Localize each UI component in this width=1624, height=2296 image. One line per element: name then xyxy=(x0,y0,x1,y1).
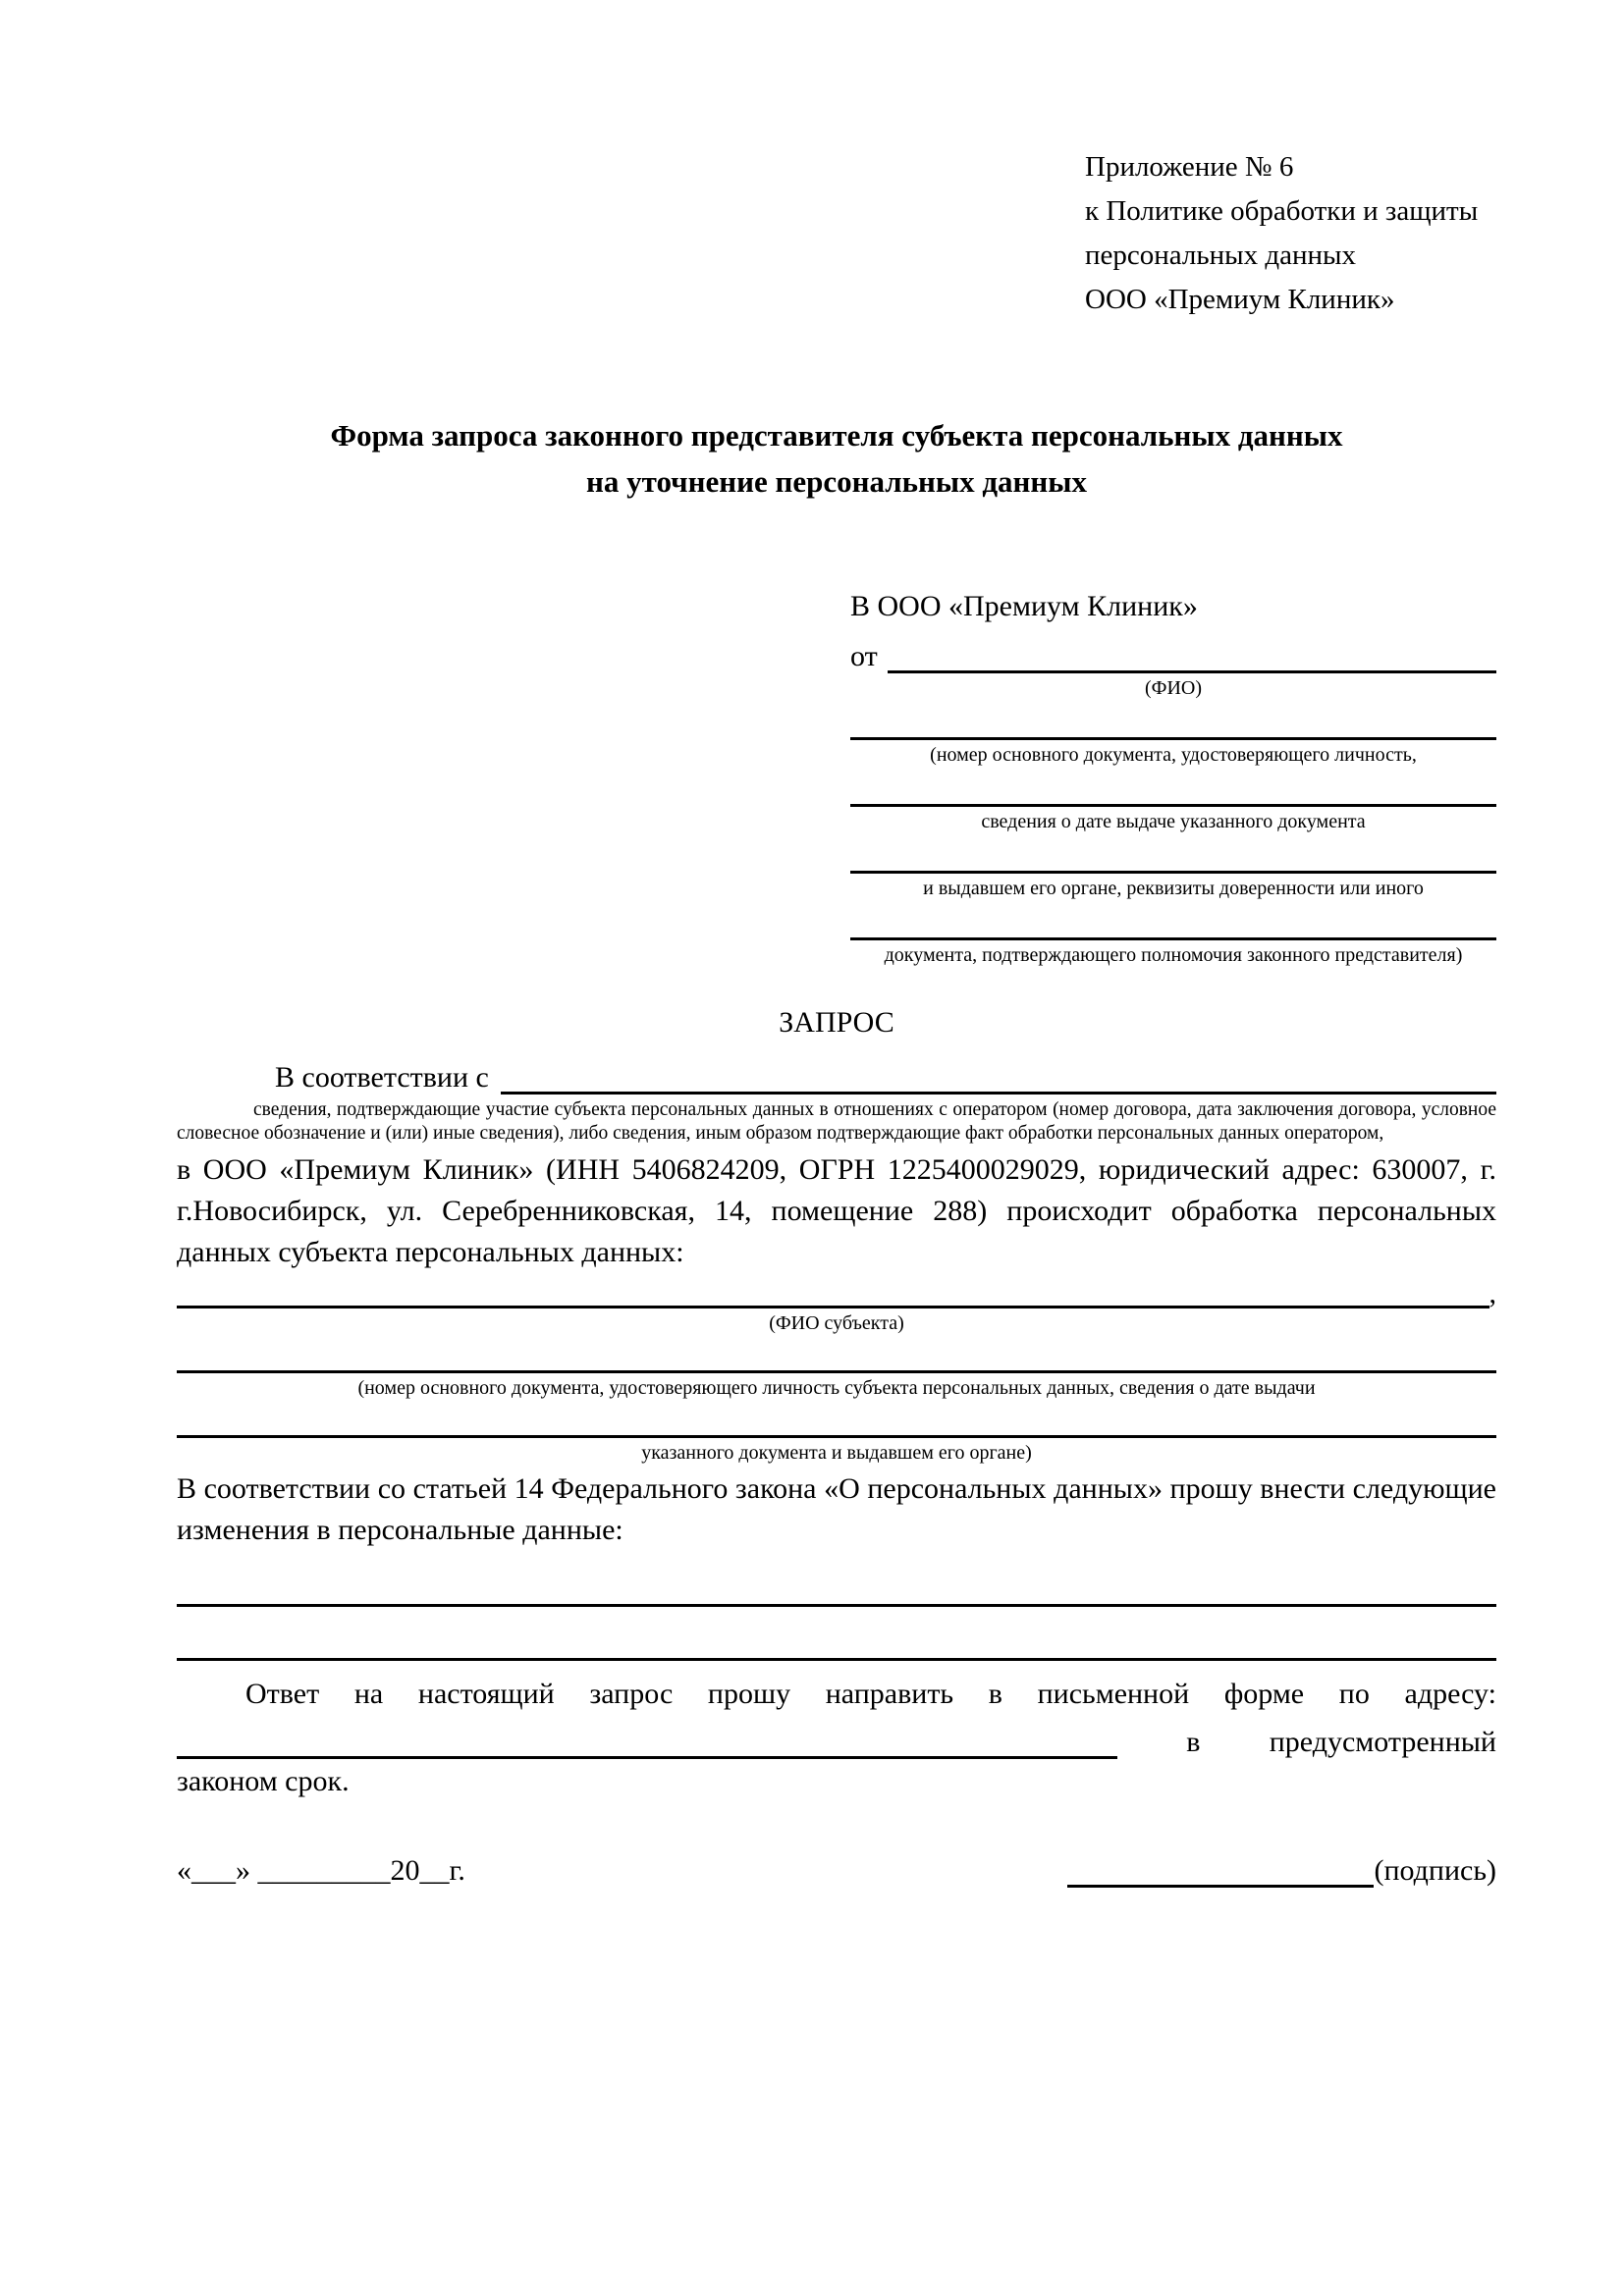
intro-row xyxy=(177,1051,1496,1095)
form-title xyxy=(177,412,1496,505)
article-paragraph: В соответствии со статьей 14 Федерального закона «О персональных данных» прошу внести следующие изменения в персональные данные: xyxy=(177,1472,1496,1546)
representative-name-fill-line xyxy=(888,670,1496,673)
request-heading: ЗАПРОС xyxy=(779,1006,894,1039)
form-title-line2: на уточнение персональных данных xyxy=(586,464,1087,499)
subject-fio-row xyxy=(177,1273,1496,1308)
signature-fill-line xyxy=(1067,1851,1374,1888)
signature-group xyxy=(1067,1851,1496,1888)
subject-fio-comma: , xyxy=(1489,1277,1496,1309)
representative-doc-caption-1: (номер основного документа, удостоверяющего личность, xyxy=(930,744,1417,766)
representative-doc-caption-3: и выдавшем его органе, реквизиты доверенности или иного xyxy=(923,878,1424,899)
operator-paragraph: в ООО «Премиум Клиник» (ИНН 5406824209, ОГРН 1225400029029, юридический адрес: 630007, г. г.Новосибирск, ул. Серебренниковская, 14, помещение 288) происходит обработка персональных данных субъекта персональных данных: xyxy=(177,1153,1496,1268)
reply-paragraph-line1: Ответ на настоящий запрос прошу направить в письменной форме по адресу: xyxy=(245,1678,1496,1710)
representative-doc-fill-line-4 xyxy=(850,900,1496,940)
subject-doc-fill-line-2 xyxy=(177,1400,1496,1438)
from-row xyxy=(850,628,1496,673)
reply-address-row xyxy=(177,1716,1496,1759)
basis-fill-line xyxy=(501,1092,1496,1095)
representative-doc-caption-4: документа, подтверждающего полномочия законного представителя) xyxy=(884,944,1463,966)
changes-fill-line-1 xyxy=(177,1561,1496,1607)
representative-doc-fill-line-3 xyxy=(850,833,1496,874)
intro-fine-print: сведения, подтверждающие участие субъекта персональных данных в отношениях с оператором (номер договора, дата заключения договора, условное словесное обозначение и (или) иные сведения), либо сведения, иным образом подтверждающие факт обработки персональных данных оператором, xyxy=(177,1099,1496,1144)
subject-fio-fill-line xyxy=(177,1306,1489,1308)
date-line: «___» _________20__г. xyxy=(177,1854,465,1887)
signature-caption: (подпись) xyxy=(1374,1854,1496,1887)
subject-fio-caption: (ФИО субъекта) xyxy=(769,1312,904,1334)
appendix-line: ООО «Премиум Клиник» xyxy=(1085,284,1395,315)
addressee-org: В ООО «Премиум Клиник» xyxy=(850,590,1198,622)
form-title-line1: Форма запроса законного представителя субъекта персональных данных xyxy=(330,418,1343,453)
reply-paragraph-line3: законом срок. xyxy=(177,1765,350,1797)
subject-doc-caption-2: указанного документа и выдавшем его органе) xyxy=(641,1442,1032,1464)
reply-word-in: в xyxy=(1186,1726,1201,1758)
appendix-line: Приложение № 6 xyxy=(1085,151,1294,183)
from-label: от xyxy=(850,640,878,672)
reply-word-prescribed: предусмотренный xyxy=(1269,1726,1496,1758)
changes-fill-line-2 xyxy=(177,1607,1496,1661)
appendix-line: к Политике обработки и защиты xyxy=(1085,195,1479,227)
representative-doc-caption-2: сведения о дате выдаче указанного документа xyxy=(981,811,1366,832)
fio-caption: (ФИО) xyxy=(1144,677,1202,699)
subject-doc-caption-1: (номер основного документа, удостоверяющего личность субъекта персональных данных, сведения о дате выдачи xyxy=(357,1377,1316,1399)
representative-doc-fill-line-1 xyxy=(850,700,1496,740)
intro-label: В соответствии с xyxy=(275,1061,489,1094)
representative-doc-fill-line-2 xyxy=(850,767,1496,807)
footer-row xyxy=(177,1851,1496,1888)
addressee-block xyxy=(850,585,1496,967)
appendix-note xyxy=(1085,145,1496,322)
subject-doc-fill-line-1 xyxy=(177,1335,1496,1373)
appendix-line: персональных данных xyxy=(1085,240,1357,271)
